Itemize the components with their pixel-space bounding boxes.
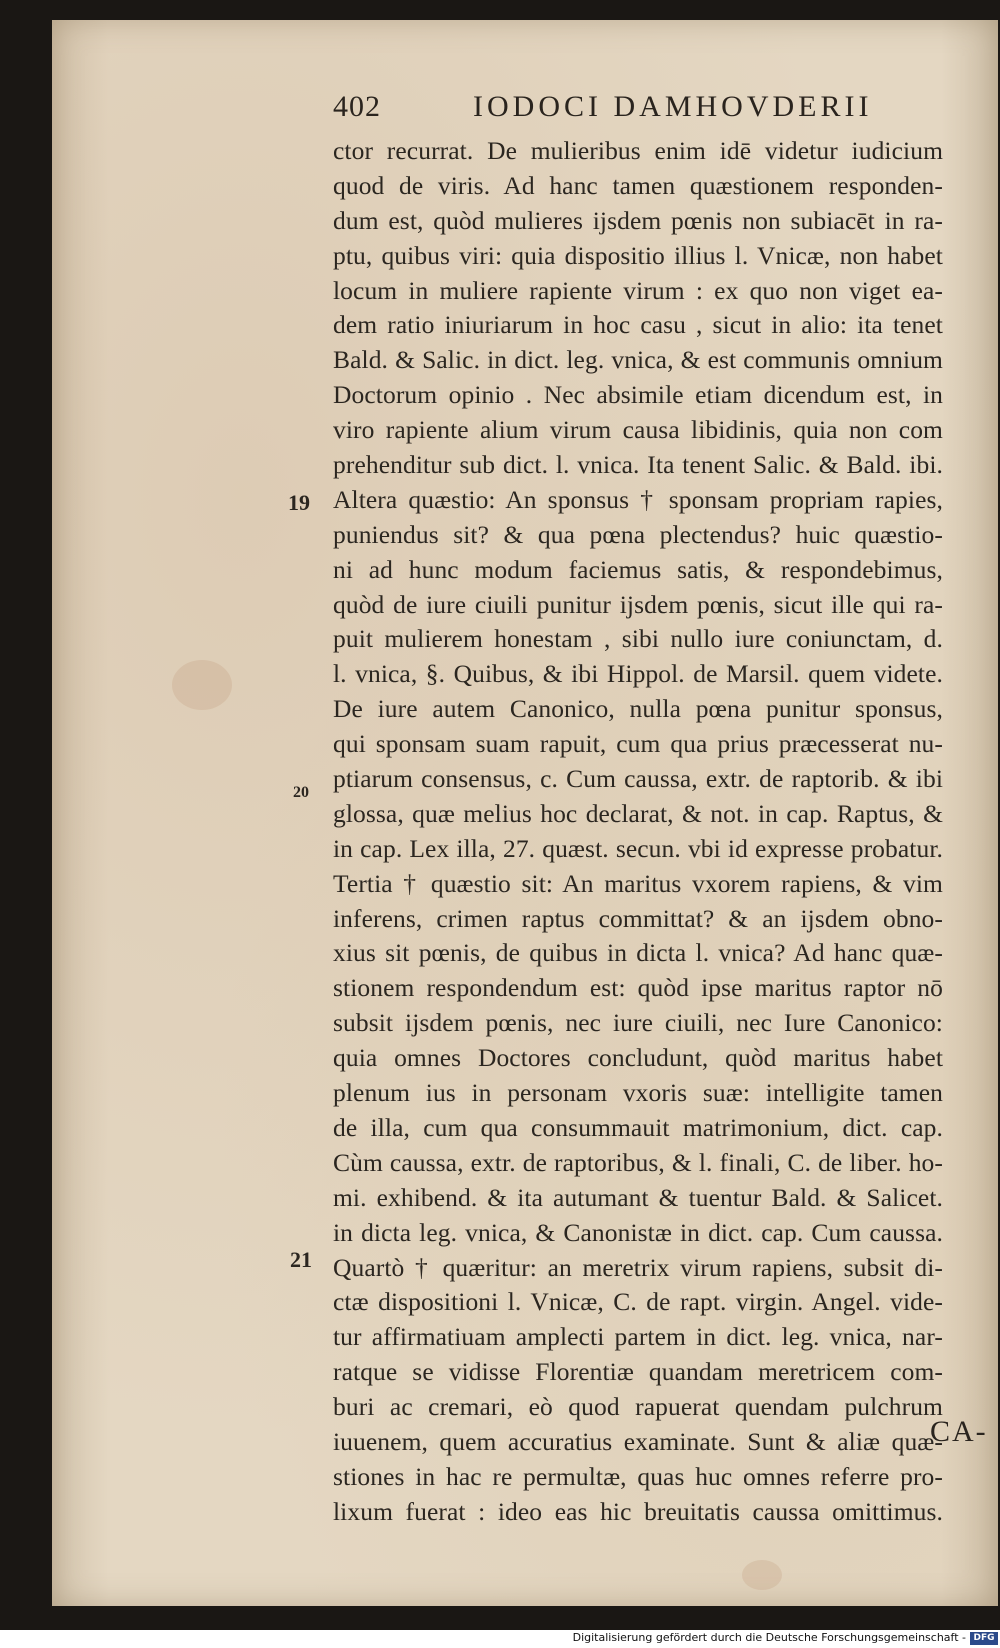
text-line: ptiarum consensus, c. Cum caussa, extr. de raptorib. & ibi [333, 764, 943, 794]
text-line: xius sit pœnis, de quibus in dicta l. vnica? Ad hanc quæ- [333, 938, 943, 968]
dfg-logo-icon: DFG [970, 1632, 998, 1645]
text-line: l. vnica, §. Quibus, & ibi Hippol. de Marsil. quem videte. [333, 659, 943, 689]
text-line: puit mulierem honestam , sibi nullo iure coniunctam, d. [333, 624, 943, 654]
body-text [333, 134, 943, 1530]
running-title: IODOCI DAMHOVDERII [473, 90, 873, 123]
footer-credit: Digitalisierung gefördert durch die Deutsche Forschungsgemeinschaft - [572, 1631, 966, 1644]
text-line: in dicta leg. vnica, & Canonistæ in dict. cap. Cum caussa. [333, 1217, 943, 1247]
text-line: De iure autem Canonico, nulla pœna punitur sponsus, [333, 694, 943, 724]
text-line: ratque se vidisse Florentiæ quandam meretricem com- [333, 1357, 943, 1387]
text-line: Bald. & Salic. in dict. leg. vnica, & est communis omnium [333, 345, 943, 375]
text-line: plenum ius in personam vxoris suæ: intelligite tamen [333, 1078, 943, 1108]
text-line: dem ratio iniuriarum in hoc casu , sicut in alio: ita tenet [333, 310, 943, 340]
text-line: de illa, cum qua consummauit matrimonium, dict. cap. [333, 1112, 943, 1142]
text-line: locum in muliere rapiente virum : ex quo non viget ea- [333, 275, 943, 305]
marginal-number-20: 20 [293, 784, 309, 801]
text-line: Altera quæstio: An sponsus † sponsam propriam rapies, [333, 484, 943, 514]
text-line: ptu, quibus viri: quia dispositio illius l. Vnicæ, non habet [333, 240, 943, 270]
marginal-number-19: 19 [288, 490, 310, 515]
text-line: buri ac cremari, eò quod rapuerat quendam pulchrum [333, 1392, 943, 1422]
text-line: ni ad hunc modum faciemus satis, & respondebimus, [333, 554, 943, 584]
text-line: ctor recurrat. De mulieribus enim idē videtur iudicium [333, 136, 943, 165]
paper-stain [172, 660, 232, 710]
text-line: quia omnes Doctores concludunt, quòd maritus habet [333, 1043, 943, 1073]
marginal-number-21: 21 [290, 1247, 312, 1272]
text-line: Tertia † quæstio sit: An maritus vxorem rapiens, & vim [333, 868, 943, 898]
text-line: quòd de iure ciuili punitur ijsdem pœnis, sicut ille qui ra- [333, 589, 943, 619]
text-line: tur affirmatiuam amplecti partem in dict. leg. vnica, nar- [333, 1322, 943, 1352]
text-line: iuuenem, quem accuratius examinate. Sunt & aliæ quæ- [333, 1426, 943, 1456]
text-line: mi. exhibend. & ita autumant & tuentur Bald. & Salicet. [333, 1182, 943, 1212]
text-line: Doctorum opinio . Nec absimile etiam dicendum est, in [333, 380, 943, 410]
text-line: glossa, quæ melius hoc declarat, & not. in cap. Raptus, & [333, 798, 943, 828]
text-line: stionem respondendum est: quòd ipse maritus raptor nō [333, 973, 943, 1003]
page-number: 402 [333, 90, 381, 123]
text-line: lixum fuerat : ideo eas hic breuitatis caussa omittimus. [333, 1496, 943, 1526]
text-line: in cap. Lex illa, 27. quæst. secun. vbi id expresse probatur. [333, 833, 943, 863]
text-line: puniendus sit? & qua pœna plectendus? huic quæstio- [333, 519, 943, 549]
catchword: CA- [930, 1415, 988, 1448]
text-line: ctæ dispositioni l. Vnicæ, C. de rapt. virgin. Angel. vide- [333, 1287, 943, 1317]
text-line: dum est, quòd mulieres ijsdem pœnis non subiacēt in ra- [333, 205, 943, 235]
footer-bar [0, 1630, 1000, 1648]
text-line: viro rapiente alium virum causa libidinis, quia non com [333, 415, 943, 445]
text-line: inferens, crimen raptus committat? & an ijsdem obno- [333, 903, 943, 933]
text-line: qui sponsam suam rapuit, cum qua prius præcesserat nu- [333, 729, 943, 759]
text-line: quod de viris. Ad hanc tamen quæstionem responden- [333, 170, 943, 200]
text-line: Quartò † quæritur: an meretrix virum rapiens, subsit di- [333, 1252, 943, 1282]
paper-stain [742, 1560, 782, 1590]
text-line: Cùm caussa, extr. de raptoribus, & l. finali, C. de liber. ho- [333, 1147, 943, 1177]
text-line: prehenditur sub dict. l. vnica. Ita tenent Salic. & Bald. ibi. [333, 450, 943, 480]
text-line: stiones in hac re permultæ, quas huc omnes referre pro- [333, 1461, 943, 1491]
page-header [333, 90, 953, 130]
text-line: subsit ijsdem pœnis, nec iure ciuili, nec Iure Canonico: [333, 1008, 943, 1038]
